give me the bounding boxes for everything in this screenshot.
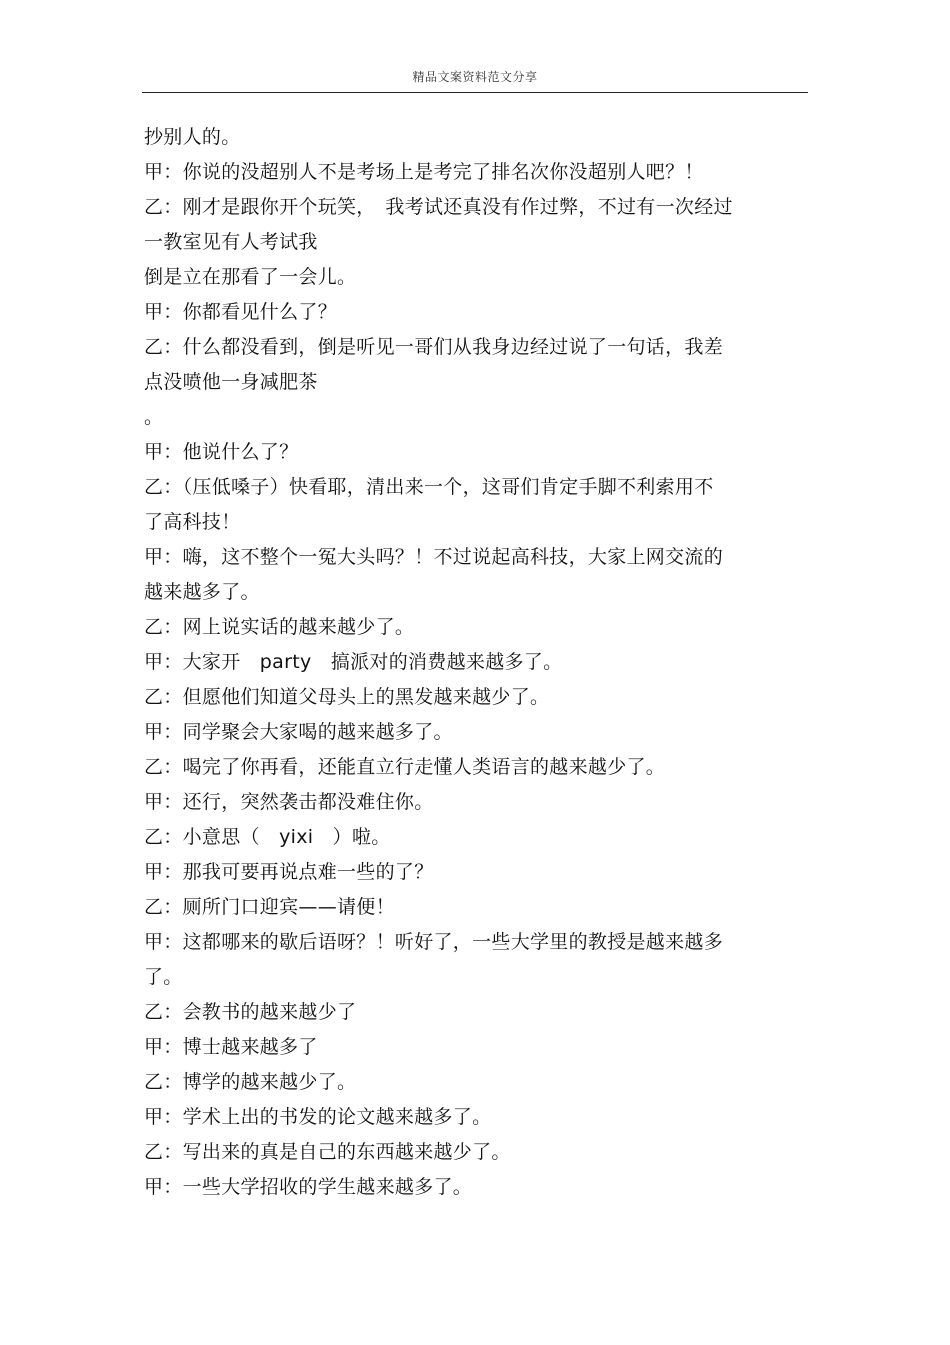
text-line: 甲：博士越来越多了 bbox=[144, 1036, 318, 1058]
text-line: 乙：小意思（ yixi ）啦。 bbox=[144, 826, 391, 848]
text-line: 乙：会教书的越来越少了 bbox=[144, 1001, 357, 1023]
text-line: 倒是立在那看了一会儿。 bbox=[144, 266, 357, 288]
text-line: 乙：博学的越来越少了。 bbox=[144, 1071, 357, 1093]
text-line: 乙：写出来的真是自己的东西越来越少了。 bbox=[144, 1141, 511, 1163]
text-line: 甲：还行，突然袭击都没难住你。 bbox=[144, 791, 434, 813]
text-line: 甲：你都看见什么了？ bbox=[144, 301, 338, 323]
text-line: 甲：你说的没超别人不是考场上是考完了排名次你没超别人吧？！ bbox=[144, 161, 704, 183]
text-line: 甲：同学聚会大家喝的越来越多了。 bbox=[144, 721, 453, 743]
page-header bbox=[142, 66, 808, 93]
text-line: 甲：这都哪来的歇后语呀？！听好了，一些大学里的教授是越来越多 bbox=[144, 931, 724, 953]
text-line: 乙：刚才是跟你开个玩笑， 我考试还真没有作过弊，不过有一次经过 bbox=[144, 196, 733, 218]
text-line: 甲：一些大学招收的学生越来越多了。 bbox=[144, 1176, 473, 1198]
text-line: 乙：网上说实话的越来越少了。 bbox=[144, 616, 415, 638]
text-line: 甲：大家开 party 搞派对的消费越来越多了。 bbox=[144, 651, 563, 673]
text-line: 越来越多了。 bbox=[144, 581, 260, 603]
text-line: 点没喷他一身减肥茶 bbox=[144, 371, 318, 393]
text-line: 。 bbox=[144, 406, 164, 428]
text-line: 甲：他说什么了？ bbox=[144, 441, 299, 463]
text-line: 了高科技！ bbox=[144, 511, 241, 533]
text-line: 甲：那我可要再说点难一些的了？ bbox=[144, 861, 434, 883]
text-line: 甲：嗨，这不整个一冤大头吗？！不过说起高科技，大家上网交流的 bbox=[144, 546, 724, 568]
text-line: 乙：喝完了你再看，还能直立行走懂人类语言的越来越少了。 bbox=[144, 756, 666, 778]
document-body bbox=[144, 120, 794, 1205]
text-line: 甲：学术上出的书发的论文越来越多了。 bbox=[144, 1106, 492, 1128]
text-line: 乙：但愿他们知道父母头上的黑发越来越少了。 bbox=[144, 686, 550, 708]
text-line: 一教室见有人考试我 bbox=[144, 231, 318, 253]
text-line: 乙：厕所门口迎宾——请便！ bbox=[144, 896, 395, 918]
text-line: 乙：（压低嗓子）快看耶，清出来一个，这哥们肯定手脚不利索用不 bbox=[144, 476, 714, 498]
text-line: 了。 bbox=[144, 966, 183, 988]
header-title: 精品文案资料范文分享 bbox=[412, 70, 538, 84]
text-line: 抄别人的。 bbox=[144, 126, 241, 148]
text-line: 乙：什么都没看到，倒是听见一哥们从我身边经过说了一句话，我差 bbox=[144, 336, 724, 358]
